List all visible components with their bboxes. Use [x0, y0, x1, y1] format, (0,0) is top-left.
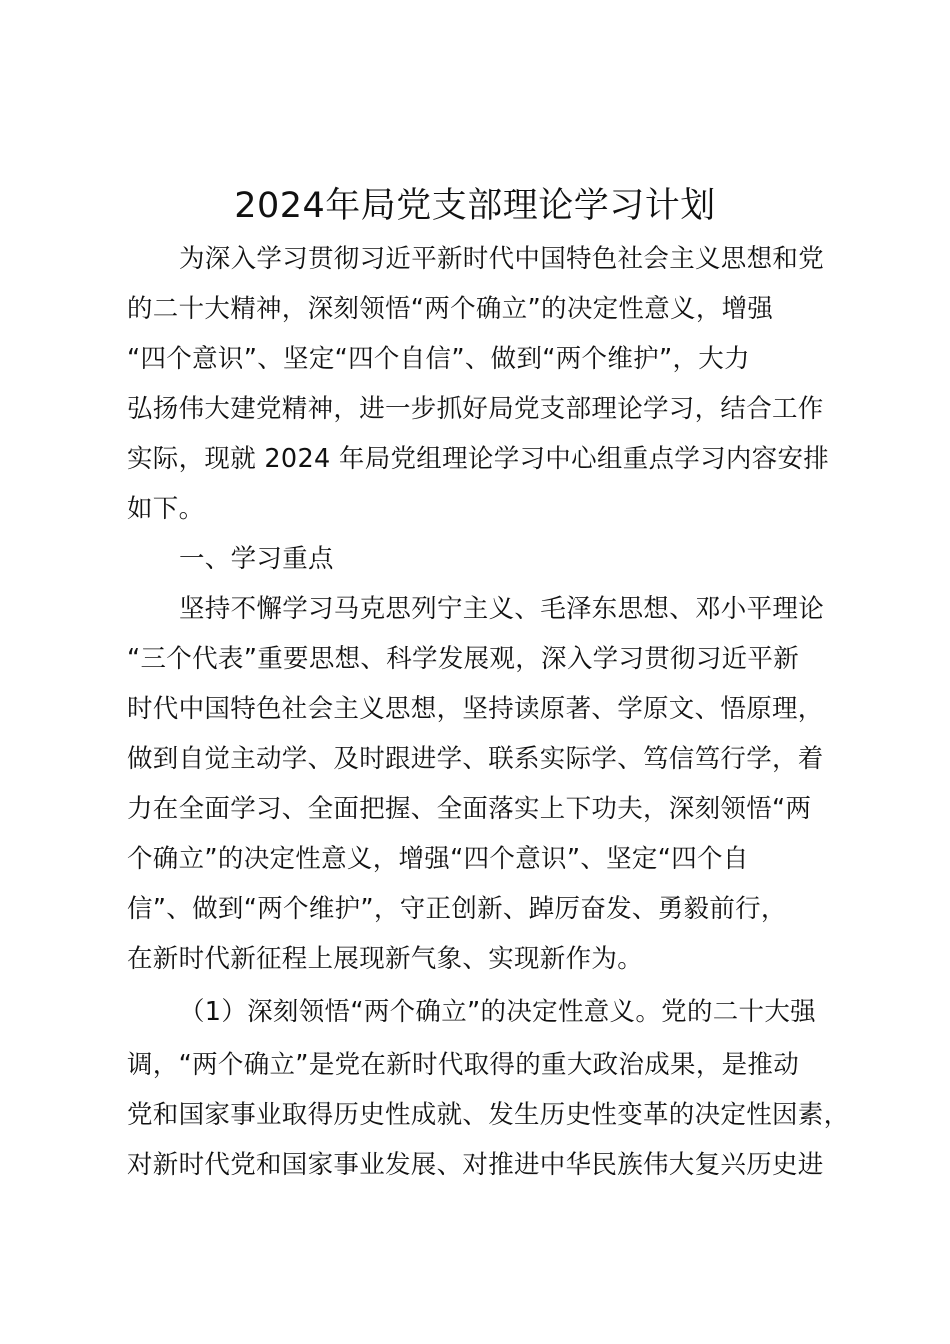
paragraph-line: 信”、做到“两个维护”，守正创新、踔厉奋发、勇毅前行， [127, 894, 787, 924]
section-heading: 一、学习重点 [179, 544, 334, 574]
paragraph-line: 对新时代党和国家事业发展、对推进中华民族伟大复兴历史进 [127, 1150, 824, 1180]
paragraph-line: 党和国家事业取得历史性成就、发生历史性变革的决定性因素， [127, 1100, 850, 1130]
paragraph-line: 弘扬伟大建党精神，进一步抓好局党支部理论学习，结合工作 [127, 394, 824, 424]
paragraph-line: 调，“两个确立”是党在新时代取得的重大政治成果，是推动 [127, 1050, 800, 1080]
paragraph-line: 为深入学习贯彻习近平新时代中国特色社会主义思想和党 [179, 244, 825, 274]
paragraph-line: “四个意识”、坚定“四个自信”、做到“两个维护”，大力 [127, 344, 750, 374]
paragraph-line: 的二十大精神，深刻领悟“两个确立”的决定性意义，增强 [127, 294, 774, 324]
paragraph-line: 做到自觉主动学、及时跟进学、联系实际学、笃信笃行学，着 [127, 744, 824, 774]
paragraph-line: 实际，现就 2024 年局党组理论学习中心组重点学习内容安排 [127, 444, 830, 474]
paragraph-line: 在新时代新征程上展现新气象、实现新作为。 [127, 944, 644, 974]
paragraph-line: 力在全面学习、全面把握、全面落实上下功夫，深刻领悟“两 [127, 794, 812, 824]
paragraph-line: （1）深刻领悟“两个确立”的决定性意义。党的二十大强 [179, 997, 816, 1027]
paragraph-line: 如下。 [127, 494, 205, 524]
document-body [127, 234, 867, 1190]
paragraph-line: 坚持不懈学习马克思列宁主义、毛泽东思想、邓小平理论 [179, 594, 825, 624]
document-title: 2024年局党支部理论学习计划 [234, 186, 716, 226]
paragraph-line: 个确立”的决定性意义，增强“四个意识”、坚定“四个自 [127, 844, 749, 874]
paragraph-line: “三个代表”重要思想、科学发展观，深入学习贯彻习近平新 [127, 644, 800, 674]
paragraph-line: 时代中国特色社会主义思想，坚持读原著、学原文、悟原理， [127, 694, 824, 724]
